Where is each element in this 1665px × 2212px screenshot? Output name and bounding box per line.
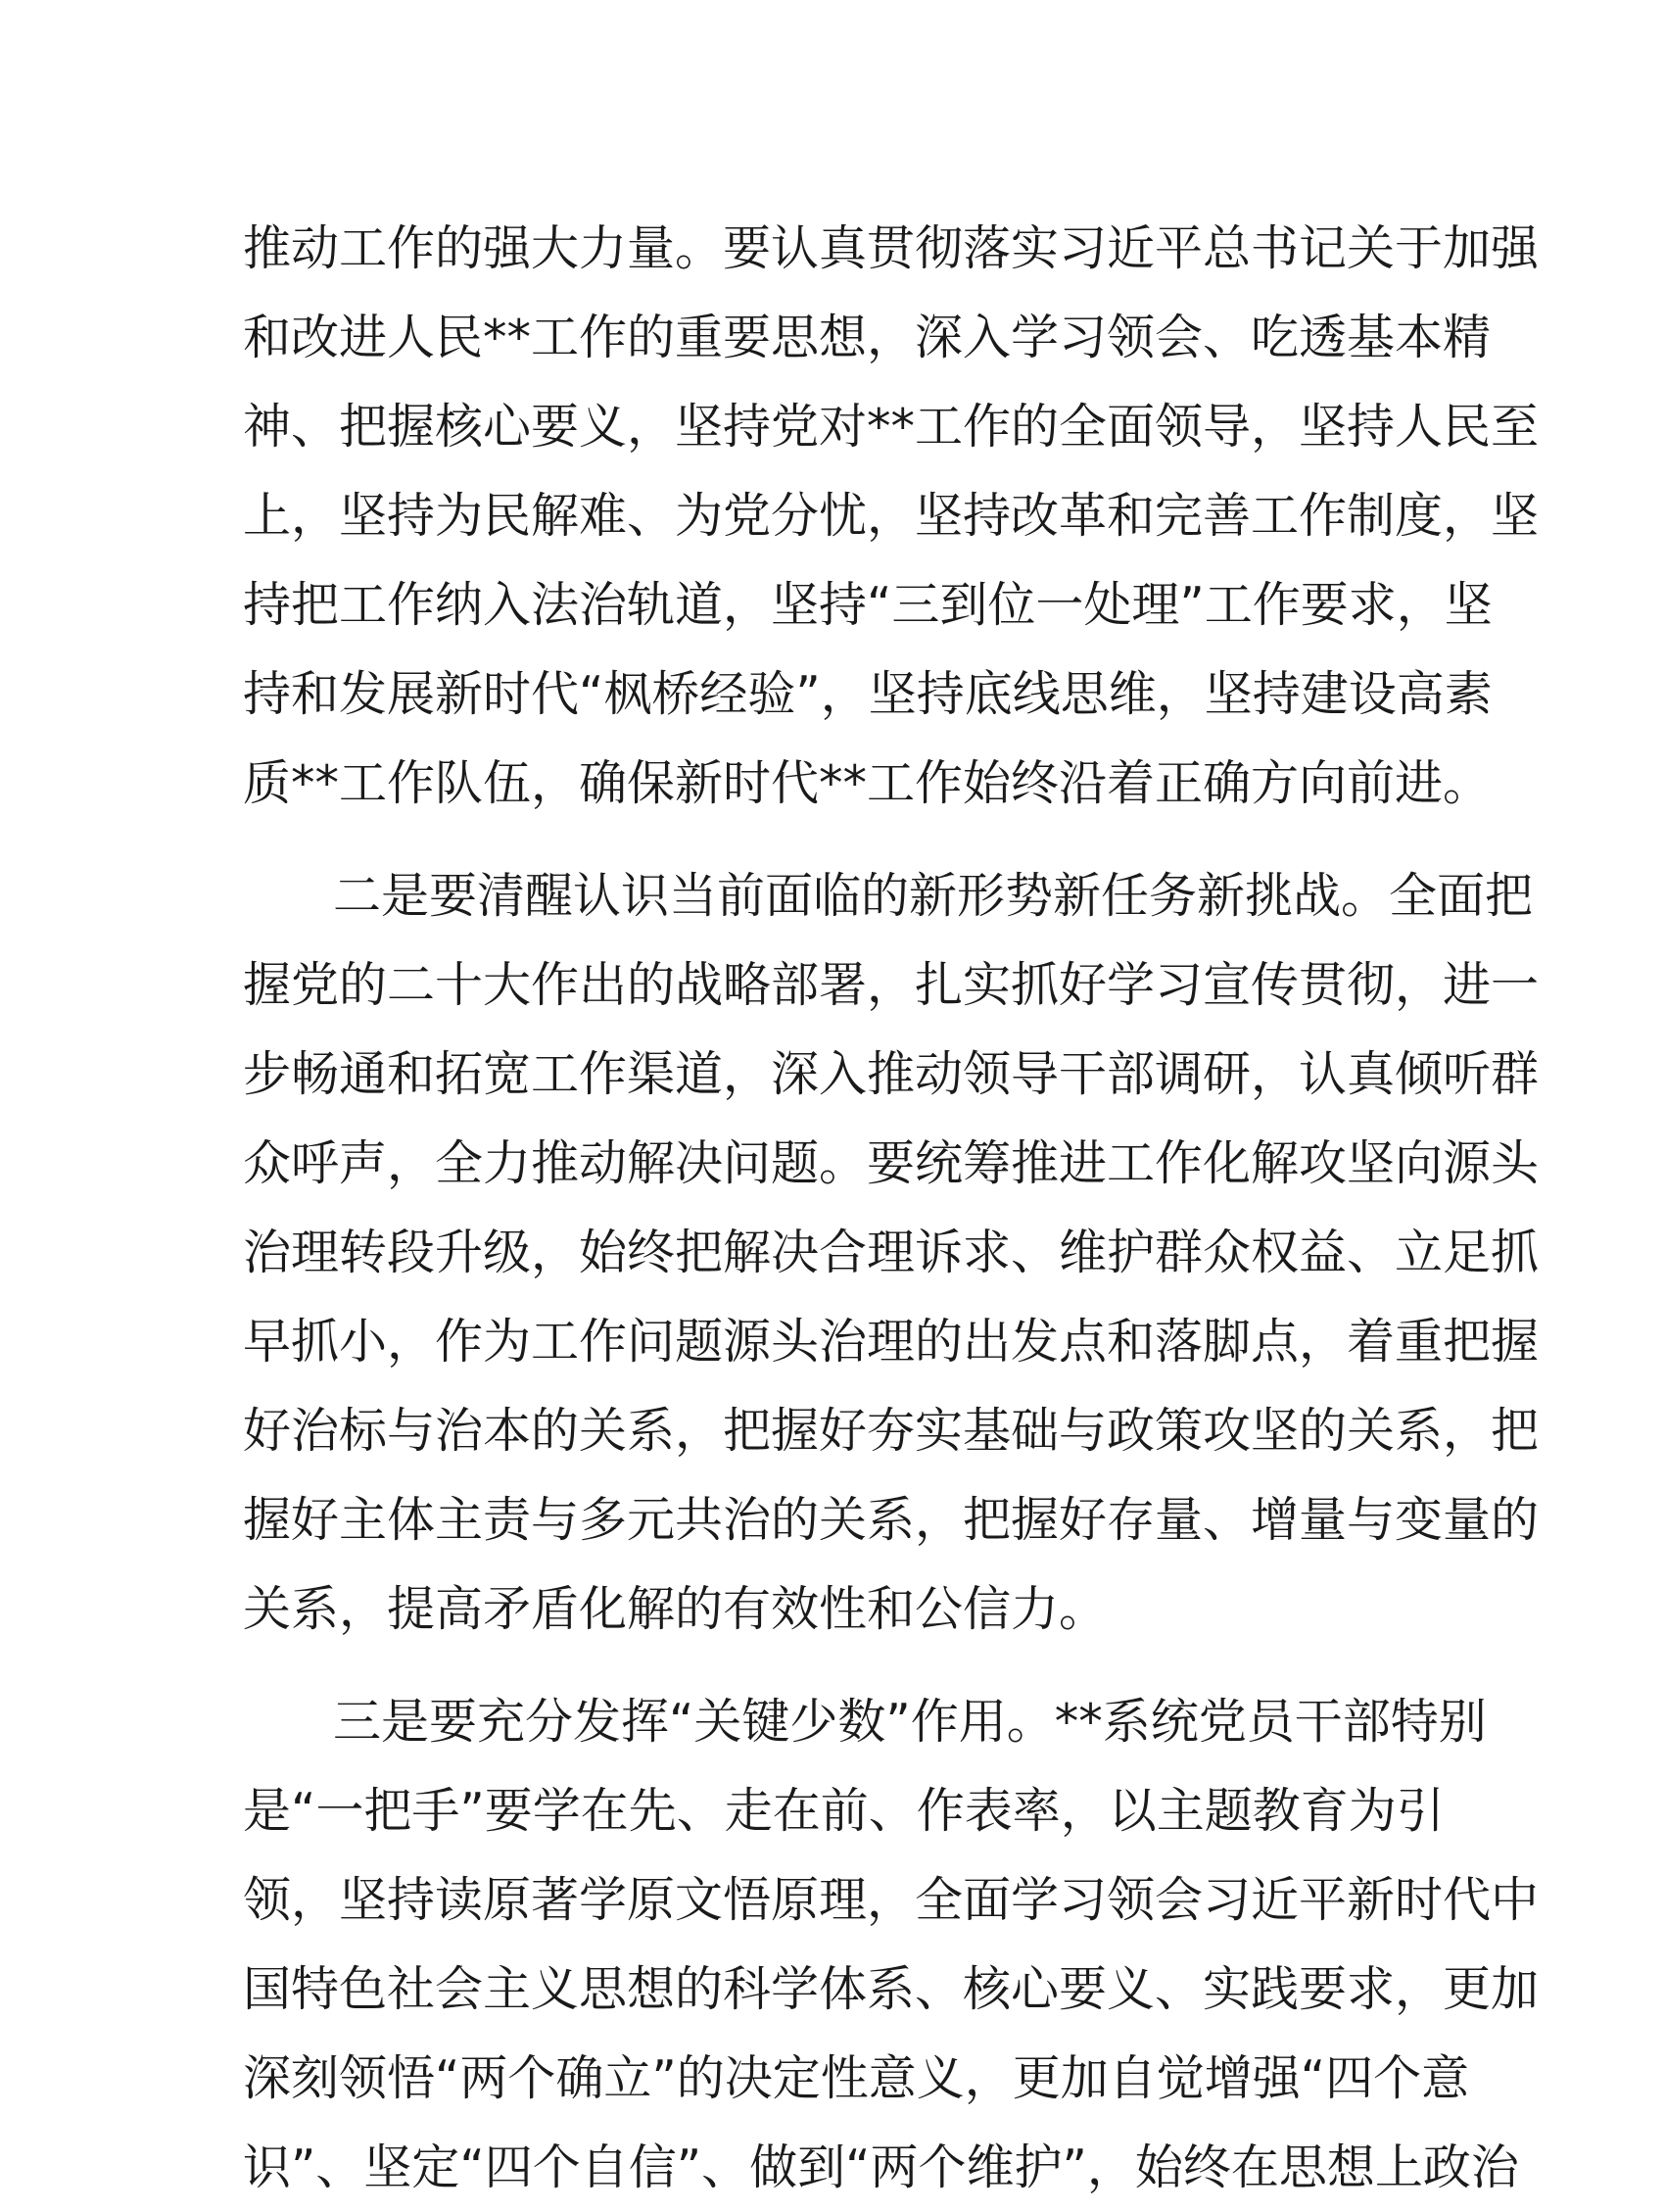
text-line: 好治标与治本的关系，把握好夯实基础与政策攻坚的关系，把	[243, 1403, 1540, 1459]
text-line: 持把工作纳入法治轨道，坚持“三到位一处理”工作要求，坚	[243, 577, 1493, 633]
text-line: 质**工作队伍，确保新时代**工作始终沿着正确方向前进。	[243, 755, 1492, 811]
text-line: 步畅通和拓宽工作渠道，深入推动领导干部调研，认真倾听群	[243, 1046, 1540, 1102]
paragraph-1	[243, 204, 1540, 828]
text-line: 和改进人民**工作的重要思想，深入学习领会、吃透基本精	[243, 310, 1492, 365]
text-line: 神、把握核心要义，坚持党对**工作的全面领导，坚持人民至	[243, 399, 1540, 455]
paragraph-spacer	[243, 828, 1412, 851]
text-line: 国特色社会主义思想的科学体系、核心要义、实践要求，更加	[243, 1961, 1540, 2017]
text-line: 持和发展新时代“枫桥经验”，坚持底线思维，坚持建设高素	[243, 666, 1493, 722]
paragraph-spacer	[243, 1654, 1412, 1677]
text-line: 关系，提高矛盾化解的有效性和公信力。	[243, 1581, 1108, 1637]
text-line: 深刻领悟“两个确立”的决定性意义，更加自觉增强“四个意	[243, 2050, 1470, 2106]
document-body	[243, 204, 1540, 2212]
text-line: 二是要清醒认识当前面临的新形势新任务新挑战。全面把	[333, 868, 1534, 924]
text-line: 上，坚持为民解难、为党分忧，坚持改革和完善工作制度，坚	[243, 488, 1540, 544]
paragraph-2	[243, 851, 1540, 1654]
text-line: 治理转段升级，始终把解决合理诉求、维护群众权益、立足抓	[243, 1225, 1540, 1280]
paragraph-3	[243, 1677, 1540, 2212]
text-line: 众呼声，全力推动解决问题。要统筹推进工作化解攻坚向源头	[243, 1135, 1540, 1191]
text-line: 推动工作的强大力量。要认真贯彻落实习近平总书记关于加强	[243, 220, 1540, 276]
text-line: 握好主体主责与多元共治的关系，把握好存量、增量与变量的	[243, 1492, 1540, 1548]
text-line: 早抓小，作为工作问题源头治理的出发点和落脚点，着重把握	[243, 1314, 1540, 1370]
text-line: 领，坚持读原著学原文悟原理，全面学习领会习近平新时代中	[243, 1872, 1540, 1928]
text-line: 握党的二十大作出的战略部署，扎实抓好学习宣传贯彻，进一	[243, 957, 1540, 1013]
text-line: 三是要充分发挥“关键少数”作用。**系统党员干部特别	[333, 1694, 1487, 1750]
text-line: 识”、坚定“四个自信”、做到“两个维护”，始终在思想上政治	[243, 2140, 1519, 2195]
text-line: 是“一把手”要学在先、走在前、作表率，以主题教育为引	[243, 1783, 1445, 1839]
